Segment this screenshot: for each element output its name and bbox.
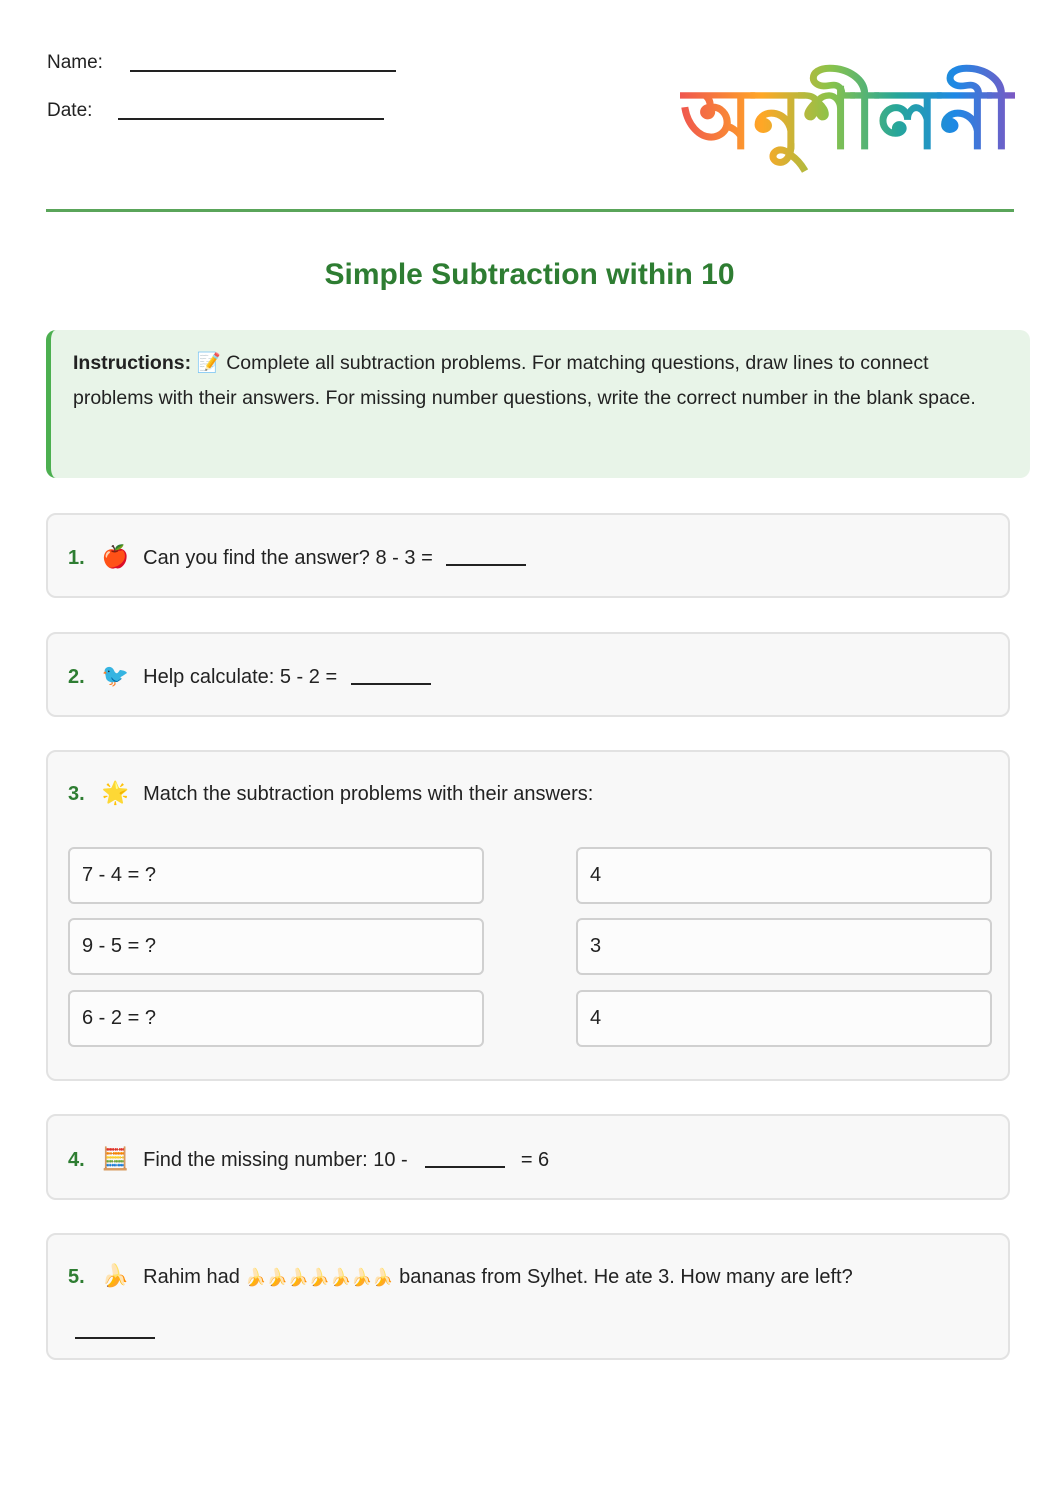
question-5 [46, 1233, 1010, 1360]
missing-number-blank[interactable] [425, 1150, 505, 1168]
instructions-text: Complete all subtraction problems. For matching questions, draw lines to connect problems with their answers. For missing number questions, write the correct number in the blank space. [73, 352, 976, 409]
date-label: Date: [47, 100, 93, 121]
question-3 [46, 750, 1010, 1081]
question-text: Match the subtraction problems with their answers: [143, 783, 594, 805]
bird-icon: 🐦 [101, 663, 129, 688]
instructions-label: Instructions: [73, 352, 192, 374]
date-row [47, 100, 92, 122]
page-title: Simple Subtraction within 10 [324, 258, 735, 291]
match-problem[interactable]: 9 - 5 = ? [68, 918, 484, 975]
question-text-after: bananas from Sylhet. He ate 3. How many are left? [399, 1266, 853, 1288]
bananas-row-icon: 🍌🍌🍌🍌🍌🍌🍌 [245, 1268, 394, 1287]
match-answer[interactable]: 4 [576, 990, 992, 1047]
question-1 [46, 513, 1010, 598]
question-2 [46, 632, 1010, 717]
match-answer[interactable]: 4 [576, 847, 992, 904]
match-answer[interactable]: 3 [576, 918, 992, 975]
question-text: Help calculate: 5 - 2 = [143, 666, 338, 688]
answer-blank[interactable] [75, 1321, 155, 1339]
instructions-box [46, 330, 1030, 478]
question-text: Rahim had [143, 1266, 240, 1288]
banana-icon: 🍌 [101, 1263, 129, 1288]
question-number: 5. [68, 1266, 85, 1288]
name-blank[interactable] [130, 70, 396, 72]
date-blank[interactable] [118, 118, 384, 120]
question-number: 2. [68, 666, 85, 688]
name-row [47, 52, 103, 74]
star-icon: 🌟 [101, 780, 129, 805]
answer-blank[interactable] [351, 667, 431, 685]
question-number: 4. [68, 1149, 85, 1171]
logo-text: অনুশীলনী [680, 70, 1014, 168]
match-problem[interactable]: 6 - 2 = ? [68, 990, 484, 1047]
question-text-after: = 6 [520, 1149, 550, 1171]
answer-blank[interactable] [446, 548, 526, 566]
question-text: Can you find the answer? 8 - 3 = [143, 547, 433, 569]
logo [680, 40, 1015, 185]
match-problem[interactable]: 7 - 4 = ? [68, 847, 484, 904]
question-text: Find the missing number: 10 - [143, 1149, 408, 1171]
abacus-icon: 🧮 [101, 1146, 129, 1171]
memo-icon: 📝 [196, 352, 221, 374]
header-divider [46, 209, 1014, 212]
apple-icon: 🍎 [101, 544, 129, 569]
name-label: Name: [47, 52, 103, 73]
question-number: 1. [68, 547, 85, 569]
question-4 [46, 1114, 1010, 1200]
question-number: 3. [68, 783, 85, 805]
